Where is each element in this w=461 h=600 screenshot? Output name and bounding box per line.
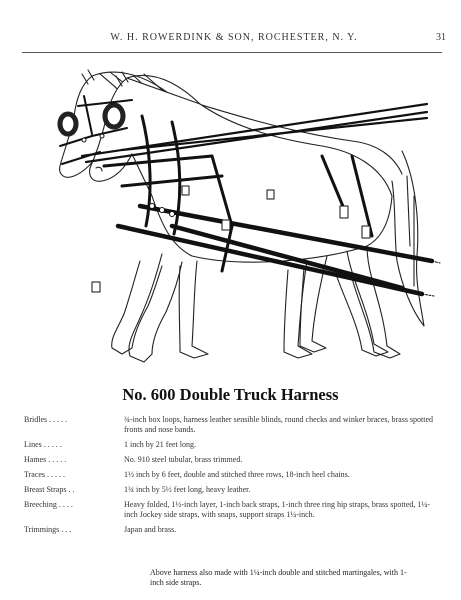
- spec-label: Trimmings . . .: [24, 525, 72, 534]
- spec-row-bridles: [24, 415, 444, 435]
- spec-text: Japan and brass.: [124, 525, 177, 534]
- spec-text: Heavy folded, 1½-inch layer, 1-inch back straps, 1-inch three ring hip straps, brass spotted, 1¼-inch Jockey side straps, with snaps, support straps 1¼-inch.: [124, 500, 431, 519]
- spec-row-traces: [24, 470, 444, 480]
- spec-list: [24, 415, 444, 540]
- footer-note: Above harness also made with 1¼-inch double and stitched martingales, with 1-inch side straps.: [150, 568, 407, 587]
- spec-row-hames: [24, 455, 444, 465]
- spec-text: ¾-inch box loops, harness leather sensible blinds, round checks and winker braces, brass spotted fronts and nose bands.: [124, 415, 434, 434]
- spec-label: Traces . . . . .: [24, 470, 66, 479]
- spec-text: No. 910 steel tubular, brass trimmed.: [124, 455, 243, 464]
- header-title: W. H. ROWERDINK & SON, ROCHESTER, N. Y.: [110, 32, 358, 43]
- spec-row-breast-straps: [24, 485, 444, 495]
- header-rule: [22, 52, 442, 53]
- spec-label: Lines . . . . .: [24, 440, 62, 449]
- spec-row-breeching: [24, 500, 444, 520]
- heel-chains: [422, 261, 440, 296]
- spec-text: 1 inch by 21 feet long.: [124, 440, 196, 449]
- product-title: No. 600 Double Truck Harness: [122, 385, 339, 404]
- spec-label: Hames . . . . .: [24, 455, 67, 464]
- spec-row-lines: [24, 440, 444, 450]
- front-horse: [90, 72, 392, 262]
- spec-label: Bridles . . . . .: [24, 415, 68, 424]
- front-horse-legs: [129, 251, 388, 362]
- page-number: 31: [436, 32, 446, 43]
- spec-text: 1½ inch by 6 feet, double and stitched three rows, 18-inch heel chains.: [124, 470, 350, 479]
- spec-label: Breast Straps . .: [24, 485, 75, 494]
- double-harness-horses-illustration: [22, 56, 442, 376]
- spec-text: 1¾ inch by 5½ feet long, heavy leather.: [124, 485, 251, 494]
- page-header: [22, 32, 446, 48]
- spec-label: Breeching . . . .: [24, 500, 73, 509]
- spec-row-trimmings: [24, 525, 444, 535]
